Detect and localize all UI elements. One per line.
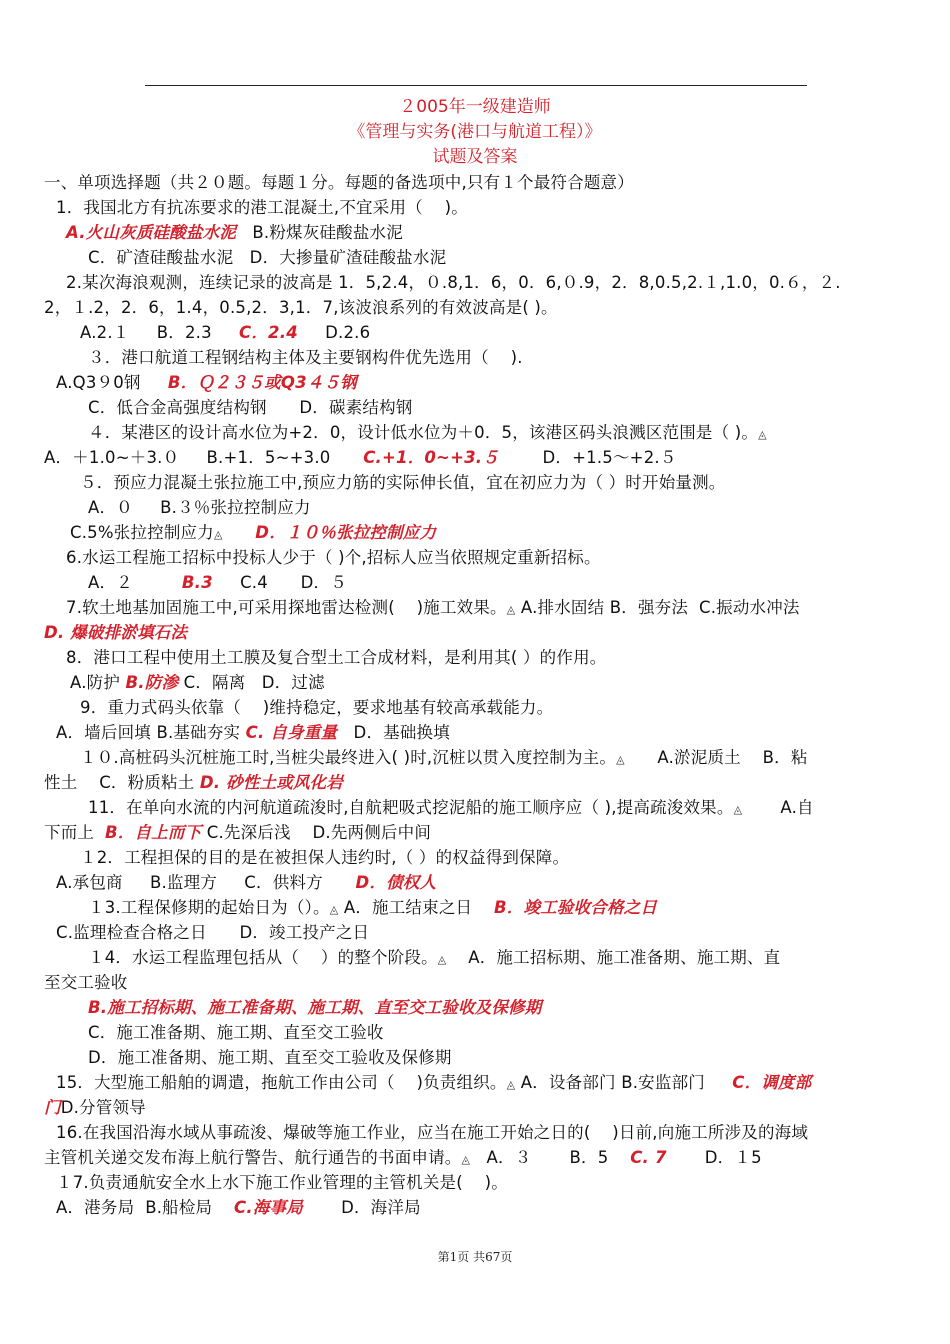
q8-option-a: A.防护 <box>70 673 121 692</box>
edit-mark-icon: ◬ <box>437 953 447 966</box>
q15-answer: C．调度部 <box>732 1073 812 1092</box>
q6-answer: B.3 <box>181 573 213 592</box>
q2-option-a: A.2.１ <box>80 323 130 342</box>
q4-stem <box>88 421 767 447</box>
edit-mark-icon: ◬ <box>461 1153 471 1166</box>
q16-option-a: A．３ <box>486 1148 532 1167</box>
q5-options-ab <box>88 496 311 520</box>
q16-answer: C. 7 <box>630 1148 667 1167</box>
q5-answer: D．１０％张拉控制应力 <box>255 523 437 542</box>
q13-option-d: D．竣工投产之日 <box>239 923 370 942</box>
q12-option-c: C．供料方 <box>244 873 323 892</box>
q2-option-b: B．2.3 <box>156 323 212 342</box>
q12-stem: １2．工程担保的目的是在被担保人违约时,（ ）的权益得到保障。 <box>80 848 570 867</box>
q12-answer: D．债权人 <box>355 873 437 892</box>
q14-option-c: C．施工准备期、施工期、直至交工验收 <box>88 1023 384 1042</box>
q9-option-b: B.基础夯实 <box>156 723 241 742</box>
q1-stem: 1．我国北方有抗冻要求的港工混凝土,不宜采用（ )。 <box>56 198 468 217</box>
q14-stem-text: １4．水运工程监理包括从（ ）的整个阶段。 <box>88 948 438 967</box>
q15-stem-text: 15．大型施工船舶的调遣，拖航工作由公司（ )负责组织。 <box>56 1073 507 1092</box>
q17-options <box>56 1196 421 1220</box>
q8-stem: 8．港口工程中使用土工膜及复合型土工合成材料，是利用其( ）的作用。 <box>66 648 607 667</box>
q6-option-c: C.4 <box>240 573 268 592</box>
q13-option-a: A．施工结束之日 <box>343 898 473 917</box>
edit-mark-icon: ◬ <box>506 603 516 616</box>
q3-options-cd <box>88 396 413 420</box>
q10-answer: D. 砂性土或风化岩 <box>199 773 344 792</box>
q1-answer: A.火山灰质硅酸盐水泥 <box>66 223 237 242</box>
q11-option-c: C.先深后浅 <box>206 823 291 842</box>
exam-year-title: ２005年一级建造师 <box>399 97 551 117</box>
q10-option-c: C．粉质粘土 <box>99 773 195 792</box>
q12-option-a: A.承包商 <box>56 873 123 892</box>
q9-options <box>56 721 450 745</box>
q4-options <box>44 446 677 470</box>
q16-stem-line2 <box>44 1146 762 1172</box>
q1-option-b: B.粉煤灰硅酸盐水泥 <box>252 223 403 242</box>
q14-option-a: A．施工招标期、施工准备期、施工期、直 <box>468 948 781 967</box>
q9-option-d: D．基础换填 <box>353 723 450 742</box>
q12-options <box>56 871 436 895</box>
q12-option-b: B.监理方 <box>149 873 218 892</box>
q2-options <box>80 321 370 345</box>
q8-option-c: C．隔离 <box>183 673 246 692</box>
q11-stem <box>88 796 814 822</box>
q3-option-a: A.Q3９0钢 <box>56 373 141 392</box>
q2-stem-line2: 2，１.2，2．6，1.4，0.5,2．3,1．7,该波浪系列的有效波高是( )。 <box>44 298 558 317</box>
q5-option-b: B.３％张拉控制应力 <box>160 498 311 517</box>
q3-option-d: D．碳素结构钢 <box>299 398 413 417</box>
q1-option-d: D．大掺量矿渣硅酸盐水泥 <box>249 248 447 267</box>
q11-answer: B．自上而下 <box>105 823 202 842</box>
edit-mark-icon: ◬ <box>758 428 767 441</box>
q16-option-d: D．１5 <box>704 1148 762 1167</box>
q4-stem-text: ４．某港区的设计高水位为+2．0，设计低水位为＋0．5，该港区码头浪溅区范围是（ )。 <box>88 423 759 442</box>
q15-option-b: B.安监部门 <box>621 1073 705 1092</box>
q13-stem-text: １3.工程保修期的起始日为（）。 <box>88 898 330 917</box>
q16-option-b: B．5 <box>569 1148 609 1167</box>
q1-options-cd <box>88 246 446 270</box>
q10-option-b-cont: 性土 <box>44 773 78 792</box>
q10-option-b: B．粘 <box>762 748 808 767</box>
section-heading: 一、单项选择题（共２０题。每题１分。每题的备选项中,只有１个最符合题意） <box>44 173 634 192</box>
q2-option-d: D.2.6 <box>325 323 371 342</box>
q17-stem: １7.负责通航安全水上水下施工作业管理的主管机关是( )。 <box>56 1173 508 1192</box>
q10-stem <box>80 746 808 772</box>
q7-option-d-line <box>44 621 187 645</box>
q14-option-d: D．施工准备期、施工期、直至交工验收及保修期 <box>88 1048 452 1067</box>
q14-stem <box>88 946 780 972</box>
q3-answer: B．Ｑ２３５或Q3４５钢 <box>167 373 357 392</box>
edit-mark-icon: ◬ <box>329 903 339 916</box>
header-rule <box>145 85 807 86</box>
edit-mark-icon: ◬ <box>733 803 743 816</box>
q7-stem-text: 7.软土地基加固施工中,可采用探地雷达检测( )施工效果。 <box>66 598 507 617</box>
edit-mark-icon: ◬ <box>506 1078 516 1091</box>
q15-options-cont <box>44 1096 146 1120</box>
q17-answer: C.海事局 <box>234 1198 303 1217</box>
edit-mark-icon: ◬ <box>616 753 625 766</box>
q6-option-d: D．５ <box>300 573 347 592</box>
q11-option-d: D.先两侧后中间 <box>312 823 432 842</box>
q5-option-c: C.5%张拉控制应力 <box>70 523 214 542</box>
q13-option-c: C.监理检查合格之日 <box>56 923 207 942</box>
q7-options-abc: A.排水固结 B．强夯法 C.振动水冲法 <box>520 598 800 617</box>
q8-option-d: D．过滤 <box>261 673 325 692</box>
q4-option-d: D．+1.5～+2.５ <box>542 448 677 467</box>
q15-stem <box>56 1071 811 1097</box>
edit-mark-icon: ◬ <box>213 528 223 541</box>
q3-options-ab <box>56 371 357 395</box>
q7-stem <box>66 596 800 622</box>
q1-option-c: C．矿渣硅酸盐水泥 <box>88 248 234 267</box>
q13-answer: B．竣工验收合格之日 <box>494 898 658 917</box>
q8-options <box>70 671 325 695</box>
q5-stem: ５．预应力混凝土张拉施工中,预应力筋的实际伸长值，宜在初应力为（ ）时开始量测。 <box>80 473 726 492</box>
q16-stem-line1: 16.在我国沿海水域从事疏浚、爆破等施工作业，应当在施工开始之日的( )日前,向施工所涉及的海域 <box>56 1123 809 1142</box>
q1-options-ab <box>66 221 403 245</box>
exam-subtitle: 试题及答案 <box>432 147 518 167</box>
q4-answer: C.+1．0~+3.５ <box>363 448 499 467</box>
q13-stem <box>88 896 657 922</box>
q2-stem-line1: 2.某次海浪观测，连续记录的波高是 1．5,2.4，０.8,1．6，0．6,０.9，2．8,0.5,2.１,1.0，0.６，２. <box>66 273 841 292</box>
q15-option-a: A．设备部门 <box>520 1073 616 1092</box>
q17-option-a: A．港务局 <box>56 1198 135 1217</box>
q3-option-c: C．低合金高强度结构钢 <box>88 398 267 417</box>
q4-option-b: B.+1．5~+3.0 <box>206 448 331 467</box>
exam-subject-title: 《管理与实务(港口与航道工程）》 <box>348 122 602 142</box>
q14-answer: B.施工招标期、施工准备期、施工期、直至交工验收及保修期 <box>88 998 542 1017</box>
q10-options-cont <box>44 771 343 795</box>
q11-stem-text: 11．在单向水流的内河航道疏浚时,自航耙吸式挖泥船的施工顺序应（ ),提高疏浚效果。 <box>88 798 734 817</box>
q13-options-cd <box>56 921 369 945</box>
q6-stem: 6.水运工程施工招标中投标人少于（ )个,招标人应当依照规定重新招标。 <box>66 548 601 567</box>
q2-answer: C．2.4 <box>239 323 298 342</box>
q11-option-a: A.自 <box>780 798 814 817</box>
page-footer: 第1页 共67页 <box>437 1250 513 1264</box>
q9-option-a: A．墙后回填 <box>56 723 151 742</box>
q7-answer: D. 爆破排淤填石法 <box>44 623 188 642</box>
q10-option-a: A.淤泥质土 <box>657 748 741 767</box>
q5-option-a: A．０ <box>88 498 133 517</box>
q15-option-d: D.分管领导 <box>60 1098 146 1117</box>
q10-stem-text: １０.高桩码头沉桩施工时,当桩尖最终进入( )时,沉桩以贯入度控制为主。 <box>80 748 617 767</box>
q16-stem-text: 主管机关递交发布海上航行警告、航行通告的书面申请。 <box>44 1148 462 1167</box>
q11-option-a-cont: 下而上 <box>44 823 95 842</box>
q11-options-cont <box>44 821 431 845</box>
q5-options-cd <box>70 521 436 547</box>
q17-option-d: D．海洋局 <box>341 1198 421 1217</box>
q17-option-b: B.船检局 <box>145 1198 213 1217</box>
q4-option-a: A．＋1.0~＋3.０ <box>44 448 180 467</box>
q6-option-a: A．２ <box>88 573 133 592</box>
q3-stem: ３．港口航道工程钢结构主体及主要钢构件优先选用（ ). <box>88 348 523 367</box>
q14-option-b-line <box>88 996 541 1020</box>
q6-options <box>88 571 347 595</box>
q9-answer: C. 自身重量 <box>245 723 338 742</box>
q8-answer: B.防渗 <box>125 673 179 692</box>
q15-answer-cont: 门 <box>44 1098 61 1117</box>
q14-option-a-cont: 至交工验收 <box>44 973 128 992</box>
q9-stem: 9．重力式码头依靠（ )维持稳定，要求地基有较高承载能力。 <box>80 698 554 717</box>
